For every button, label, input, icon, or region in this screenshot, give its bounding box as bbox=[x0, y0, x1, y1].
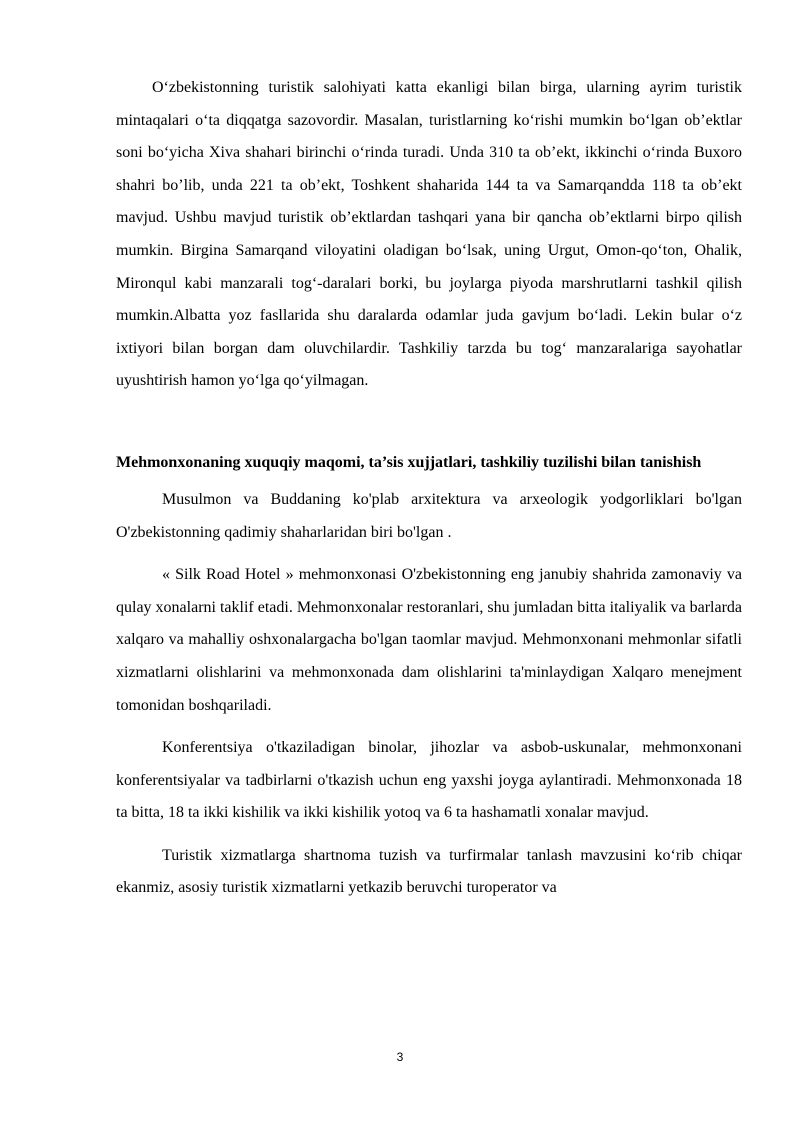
body-paragraph-3: Konferentsiya o'tkaziladigan binolar, jihozlar va asbob-uskunalar, mehmonxonani konferentsiyalar va tadbirlarni o'tkazish uchun eng yaxshi joyga aylantiradi. Mehmonxonada 18 ta bitta, 18 ta ikki kishilik va ikki kishilik yotoq va 6 ta hashamatli xonalar mavjud. bbox=[116, 739, 742, 822]
body-paragraph-4: Turistik xizmatlarga shartnoma tuzish va turfirmalar tanlash mavzusini ko‘rib chiqar ekanmiz, asosiy turistik xizmatlarni yetkazib beruvchi turoperator va bbox=[116, 846, 742, 897]
spacer bbox=[116, 408, 742, 447]
document-page bbox=[116, 72, 742, 905]
intro-paragraph: O‘zbekistonning turistik salohiyati katta ekanligi bilan birga, ularning ayrim turistik mintaqalari o‘ta diqqatga sazovordir. Masalan, turistlarning ko‘rishi mumkin bo‘lgan ob’ektlar soni bo‘yicha Xiva shahari birinchi o‘rinda turadi. Unda 310 ta ob’ekt, ikkinchi o‘rinda Buxoro shahri bo’lib, unda 221 ta ob’ekt, Toshkent shaharida 144 ta va Samarqandda 118 ta ob’ekt mavjud. Ushbu mavjud turistik ob’ektlardan tashqari yana bir qancha ob’ektlarni birpo qilish mumkin. Birgina Samarqand viloyatini oladigan bo‘lsak, uning Urgut, Omon-qo‘ton, Ohalik, Mironqul kabi manzarali tog‘-daralari borki, bu joylarga piyoda marshrutlarni tashkil qilish mumkin.Albatta yoz fasllarida shu daralarda odamlar juda gavjum bo‘ladi. Lekin bular o‘z ixtiyori bilan borgan dam oluvchilardir. Tashkiliy tarzda bu tog‘ manzaralariga sayohatlar uyushtirish hamon yo‘lga qo‘yilmagan. bbox=[116, 79, 742, 390]
body-paragraph-2: « Silk Road Hotel » mehmonxonasi O'zbekistonning eng janubiy shahrida zamonaviy va qulay xonalarni taklif etadi. Mehmonxonalar restoranlari, shu jumladan bitta italiyalik va barlarda xalqaro va mahalliy oshxonalargacha bo'lgan taomlar mavjud. Mehmonxonani mehmonlar sifatli xizmatlarni olishlarini va mehmonxonada dam olishlarini ta'minlaydigan Xalqaro menejment tomonidan boshqariladi. bbox=[116, 566, 743, 714]
page-number: 3 bbox=[396, 1050, 404, 1064]
section-heading: Mehmonxonaning xuquqiy maqomi, ta’sis xujjatlari, tashkiliy tuzilishi bilan tanishish bbox=[116, 453, 702, 471]
body-paragraph-1: Musulmon va Buddaning ko'plab arxitektura va arxeologik yodgorliklari bo'lgan O'zbekistonning qadimiy shaharlaridan biri bo'lgan . bbox=[116, 490, 742, 541]
